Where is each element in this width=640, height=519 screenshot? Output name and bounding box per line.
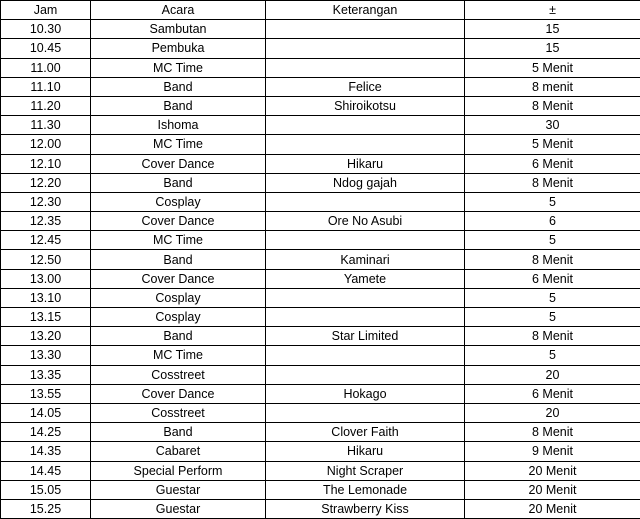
cell-durasi: 6 Menit bbox=[465, 269, 640, 288]
cell-acara: Guestar bbox=[91, 499, 266, 518]
table-row bbox=[1, 423, 640, 442]
cell-jam: 12.50 bbox=[1, 250, 91, 269]
cell-keterangan: Ore No Asubi bbox=[266, 212, 465, 231]
cell-durasi: 5 bbox=[465, 346, 640, 365]
cell-jam: 14.35 bbox=[1, 442, 91, 461]
cell-keterangan bbox=[266, 20, 465, 39]
cell-durasi: 8 Menit bbox=[465, 173, 640, 192]
cell-durasi: 20 bbox=[465, 365, 640, 384]
cell-durasi: 30 bbox=[465, 116, 640, 135]
cell-keterangan: Hokago bbox=[266, 384, 465, 403]
cell-durasi: 5 bbox=[465, 231, 640, 250]
header-jam: Jam bbox=[1, 1, 91, 20]
header-acara: Acara bbox=[91, 1, 266, 20]
cell-acara: Cover Dance bbox=[91, 212, 266, 231]
cell-keterangan: Clover Faith bbox=[266, 423, 465, 442]
table-row bbox=[1, 250, 640, 269]
cell-durasi: 8 Menit bbox=[465, 327, 640, 346]
table-row bbox=[1, 77, 640, 96]
cell-durasi: 5 Menit bbox=[465, 135, 640, 154]
cell-durasi: 6 Menit bbox=[465, 154, 640, 173]
cell-durasi: 20 bbox=[465, 403, 640, 422]
cell-jam: 11.20 bbox=[1, 96, 91, 115]
cell-keterangan bbox=[266, 346, 465, 365]
cell-acara: Band bbox=[91, 423, 266, 442]
cell-keterangan: Strawberry Kiss bbox=[266, 499, 465, 518]
cell-acara: Cosstreet bbox=[91, 365, 266, 384]
cell-keterangan: Hikaru bbox=[266, 154, 465, 173]
table-row bbox=[1, 403, 640, 422]
table-row bbox=[1, 173, 640, 192]
cell-jam: 13.00 bbox=[1, 269, 91, 288]
table-row bbox=[1, 20, 640, 39]
cell-keterangan bbox=[266, 116, 465, 135]
table-row bbox=[1, 461, 640, 480]
cell-durasi: 15 bbox=[465, 20, 640, 39]
cell-jam: 10.30 bbox=[1, 20, 91, 39]
cell-keterangan bbox=[266, 365, 465, 384]
cell-jam: 13.35 bbox=[1, 365, 91, 384]
cell-jam: 14.25 bbox=[1, 423, 91, 442]
cell-jam: 12.20 bbox=[1, 173, 91, 192]
cell-acara: MC Time bbox=[91, 135, 266, 154]
schedule-body bbox=[1, 20, 640, 519]
cell-acara: Cosstreet bbox=[91, 403, 266, 422]
table-row bbox=[1, 58, 640, 77]
header-durasi: ± bbox=[465, 1, 640, 20]
table-row bbox=[1, 499, 640, 518]
cell-durasi: 8 Menit bbox=[465, 423, 640, 442]
cell-jam: 13.55 bbox=[1, 384, 91, 403]
cell-keterangan bbox=[266, 403, 465, 422]
cell-jam: 13.30 bbox=[1, 346, 91, 365]
cell-acara: Cabaret bbox=[91, 442, 266, 461]
cell-keterangan bbox=[266, 135, 465, 154]
cell-acara: Band bbox=[91, 77, 266, 96]
header-keterangan: Keterangan bbox=[266, 1, 465, 20]
cell-jam: 12.00 bbox=[1, 135, 91, 154]
cell-acara: Guestar bbox=[91, 480, 266, 499]
cell-keterangan: The Lemonade bbox=[266, 480, 465, 499]
table-row bbox=[1, 231, 640, 250]
cell-jam: 13.20 bbox=[1, 327, 91, 346]
cell-acara: Cosplay bbox=[91, 288, 266, 307]
cell-durasi: 15 bbox=[465, 39, 640, 58]
cell-durasi: 5 bbox=[465, 308, 640, 327]
table-row bbox=[1, 39, 640, 58]
cell-keterangan: Star Limited bbox=[266, 327, 465, 346]
header-row bbox=[1, 1, 640, 20]
cell-keterangan bbox=[266, 231, 465, 250]
cell-acara: Band bbox=[91, 173, 266, 192]
cell-jam: 15.05 bbox=[1, 480, 91, 499]
table-row bbox=[1, 288, 640, 307]
cell-jam: 14.05 bbox=[1, 403, 91, 422]
cell-durasi: 20 Menit bbox=[465, 480, 640, 499]
cell-keterangan: Hikaru bbox=[266, 442, 465, 461]
table-row bbox=[1, 442, 640, 461]
cell-acara: Cosplay bbox=[91, 308, 266, 327]
cell-keterangan bbox=[266, 192, 465, 211]
cell-acara: Cover Dance bbox=[91, 269, 266, 288]
cell-durasi: 8 menit bbox=[465, 77, 640, 96]
cell-acara: Cover Dance bbox=[91, 154, 266, 173]
cell-jam: 11.10 bbox=[1, 77, 91, 96]
cell-jam: 12.45 bbox=[1, 231, 91, 250]
cell-durasi: 5 bbox=[465, 288, 640, 307]
cell-keterangan: Kaminari bbox=[266, 250, 465, 269]
cell-acara: Band bbox=[91, 250, 266, 269]
table-row bbox=[1, 212, 640, 231]
cell-jam: 13.10 bbox=[1, 288, 91, 307]
cell-acara: Pembuka bbox=[91, 39, 266, 58]
table-row bbox=[1, 269, 640, 288]
cell-acara: Ishoma bbox=[91, 116, 266, 135]
cell-acara: Cosplay bbox=[91, 192, 266, 211]
cell-keterangan bbox=[266, 308, 465, 327]
table-row bbox=[1, 192, 640, 211]
table-row bbox=[1, 384, 640, 403]
cell-jam: 12.10 bbox=[1, 154, 91, 173]
table-row bbox=[1, 327, 640, 346]
cell-durasi: 8 Menit bbox=[465, 96, 640, 115]
cell-durasi: 6 Menit bbox=[465, 384, 640, 403]
cell-jam: 11.00 bbox=[1, 58, 91, 77]
cell-durasi: 6 bbox=[465, 212, 640, 231]
cell-jam: 13.15 bbox=[1, 308, 91, 327]
cell-durasi: 5 Menit bbox=[465, 58, 640, 77]
cell-jam: 12.35 bbox=[1, 212, 91, 231]
table-row bbox=[1, 96, 640, 115]
cell-durasi: 20 Menit bbox=[465, 499, 640, 518]
cell-jam: 12.30 bbox=[1, 192, 91, 211]
cell-durasi: 5 bbox=[465, 192, 640, 211]
cell-jam: 10.45 bbox=[1, 39, 91, 58]
cell-durasi: 20 Menit bbox=[465, 461, 640, 480]
cell-jam: 11.30 bbox=[1, 116, 91, 135]
cell-keterangan: Yamete bbox=[266, 269, 465, 288]
cell-acara: MC Time bbox=[91, 346, 266, 365]
cell-acara: MC Time bbox=[91, 231, 266, 250]
cell-jam: 14.45 bbox=[1, 461, 91, 480]
cell-acara: Band bbox=[91, 96, 266, 115]
table-row bbox=[1, 116, 640, 135]
table-row bbox=[1, 308, 640, 327]
cell-keterangan bbox=[266, 288, 465, 307]
table-row bbox=[1, 154, 640, 173]
table-row bbox=[1, 365, 640, 384]
cell-durasi: 8 Menit bbox=[465, 250, 640, 269]
table-row bbox=[1, 346, 640, 365]
cell-keterangan: Shiroikotsu bbox=[266, 96, 465, 115]
cell-keterangan bbox=[266, 58, 465, 77]
cell-durasi: 9 Menit bbox=[465, 442, 640, 461]
table-row bbox=[1, 480, 640, 499]
cell-keterangan: Ndog gajah bbox=[266, 173, 465, 192]
table-row bbox=[1, 135, 640, 154]
cell-jam: 15.25 bbox=[1, 499, 91, 518]
cell-keterangan: Night Scraper bbox=[266, 461, 465, 480]
cell-acara: Special Perform bbox=[91, 461, 266, 480]
cell-keterangan: Felice bbox=[266, 77, 465, 96]
cell-acara: Band bbox=[91, 327, 266, 346]
cell-acara: MC Time bbox=[91, 58, 266, 77]
cell-acara: Sambutan bbox=[91, 20, 266, 39]
cell-keterangan bbox=[266, 39, 465, 58]
cell-acara: Cover Dance bbox=[91, 384, 266, 403]
